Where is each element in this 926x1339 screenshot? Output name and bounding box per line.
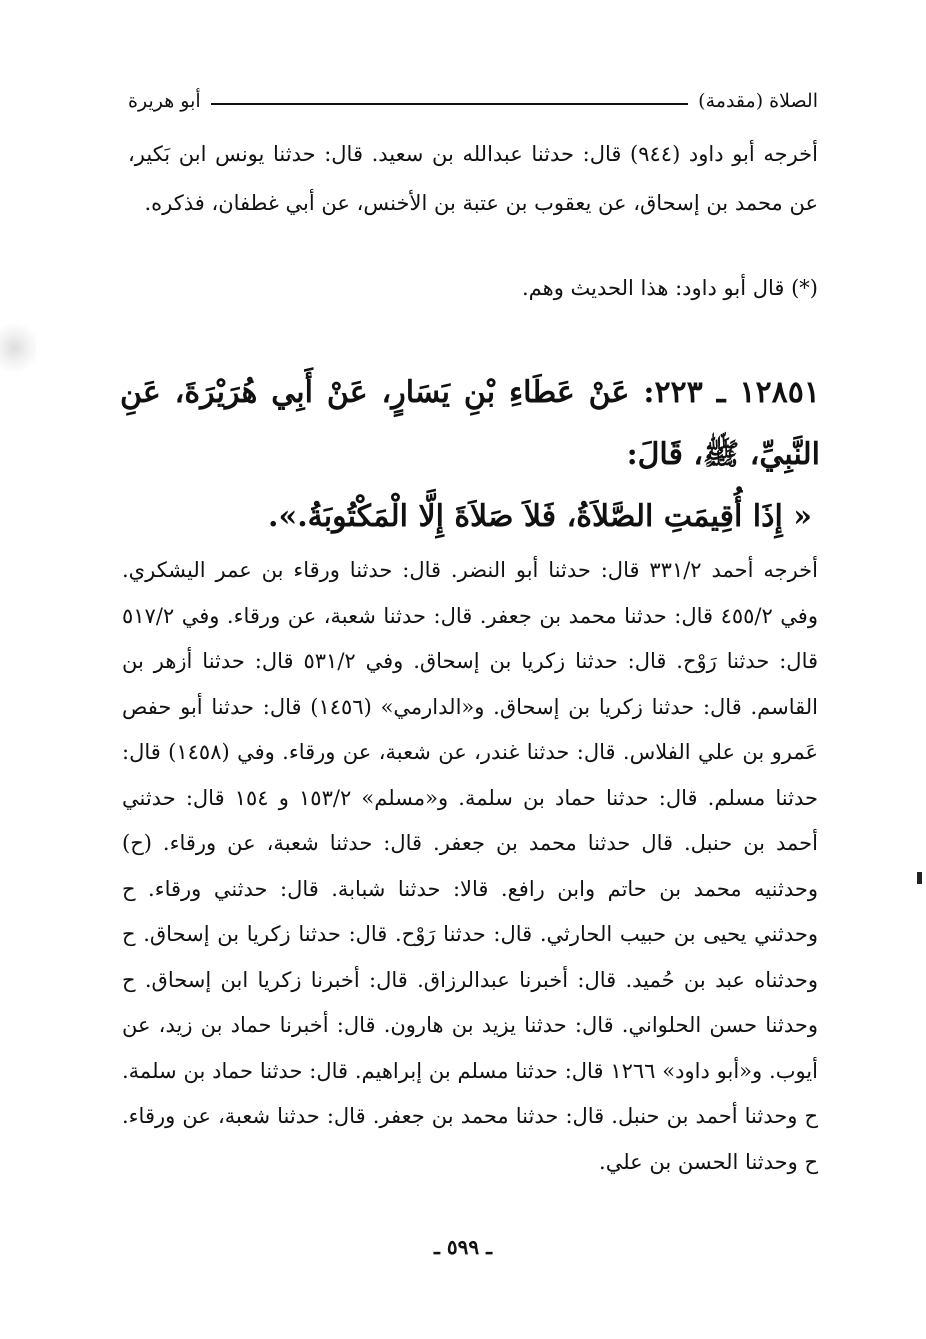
hadith-matn: « إِذَا أُقِيمَتِ الصَّلاَةُ، فَلاَ صَلاَةَ إِلَّا الْمَكْتُوبَةُ.». bbox=[268, 499, 812, 534]
previous-hadith-note: (*) قال أبو داود: هذا الحديث وهم. bbox=[522, 276, 818, 300]
header-narrator-title: أبو هريرة bbox=[128, 90, 201, 112]
running-header bbox=[128, 86, 818, 116]
takhrij-paragraph: أخرجه أحمد ٣٣١/٢ قال: حدثنا أبو النضر. قال: حدثنا ورقاء بن عمر اليشكري. وفي ٤٥٥/٢ قال: حدثنا محمد بن جعفر. قال: حدثنا شعبة، عن ورقاء. وفي ٥١٧/٢ قال: حدثنا رَوْح. قال: حدثنا زكريا بن إسحاق. وفي ٥٣١/٢ قال: حدثنا أزهر بن القاسم. قال: حدثنا زكريا بن إسحاق. و«الدارمي» (١٤٥٦) قال: حدثنا أبو حفص عَمرو بن علي الفلاس. قال: حدثنا غندر، عن شعبة، عن ورقاء. وفي (١٤٥٨) قال: حدثنا مسلم. قال: حدثنا حماد بن سلمة. و«مسلم» ١٥٣/٢ و ١٥٤ قال: حدثني أحمد بن حنبل. قال حدثنا محمد بن جعفر. قال: حدثنا شعبة، عن ورقاء. (ح) وحدثنيه محمد بن حاتم وابن رافع. قالا: حدثنا شبابة. قال: حدثني ورقاء. ح وحدثني يحيى بن حبيب الحارثي. قال: حدثنا رَوْح. قال: حدثنا زكريا بن إسحاق. ح وحدثناه عبد بن حُميد. قال: أخبرنا عبدالرزاق. قال: أخبرنا زكريا ابن إسحاق. ح وحدثنا حسن الحلواني. قال: حدثنا يزيد بن هارون. قال: أخبرنا حماد بن زيد، عن أيوب. و«أبو داود» ١٢٦٦ قال: حدثنا مسلم بن إبراهيم. قال: حدثنا حماد بن سلمة. ح وحدثنا أحمد بن حنبل. قال: حدثنا محمد بن جعفر. قال: حدثنا شعبة، عن ورقاء. ح وحدثنا الحسن بن علي. bbox=[122, 558, 819, 1174]
previous-takhrij-paragraph: أخرجه أبو داود (٩٤٤) قال: حدثنا عبدالله بن سعيد. قال: حدثنا يونس ابن بَكير، عن محمد بن إسحاق، عن يعقوب بن عتبة بن الأخنس، عن أبي غطفان، فذكره. bbox=[128, 142, 819, 215]
header-rule bbox=[211, 103, 689, 105]
scan-speck bbox=[0, 318, 36, 378]
hadith-isnad: ١٢٨٥١ ـ ٢٢٣: عَنْ عَطَاءِ بْنِ يَسَارٍ، عَنْ أَبِي هُرَيْرَةَ، عَنِ النَّبِيِّ، ﷺ، قَالَ: bbox=[120, 375, 820, 472]
hadith-block bbox=[120, 362, 820, 548]
margin-mark bbox=[917, 872, 922, 884]
header-chapter-title: الصلاة (مقدمة) bbox=[698, 90, 818, 112]
page-number: ـ ٥٩٩ ـ bbox=[434, 1235, 492, 1259]
